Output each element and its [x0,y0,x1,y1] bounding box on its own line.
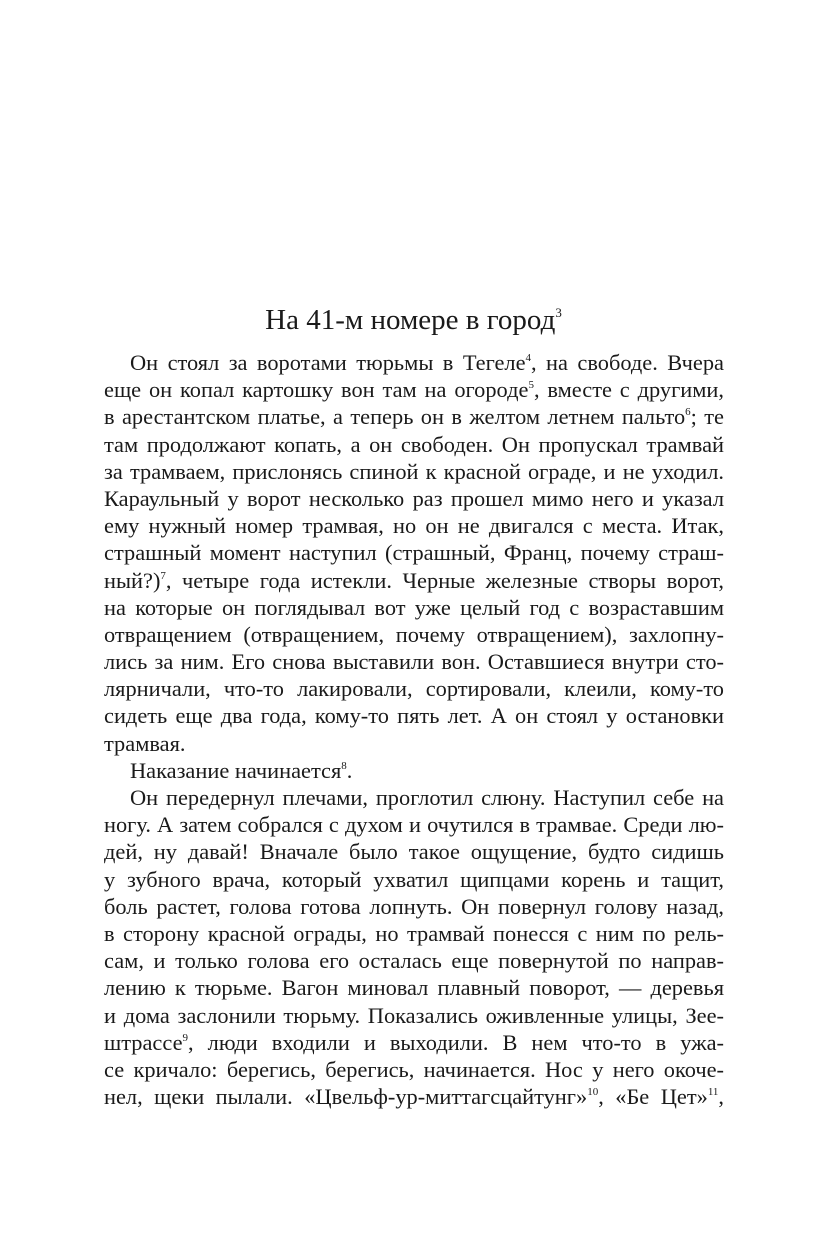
text-line [104,512,724,539]
footnote-ref: 5 [528,379,534,392]
text-segment: ногу. А затем собрался с духом и очутился в трамвае. Среди лю- [104,812,724,838]
chapter-title-text: На 41-м номере в город [265,304,556,336]
chapter-title [100,296,727,344]
text-segment: нел, щеки пылали. «Цвельф-ур-миттагсцайтунг» [104,1084,588,1110]
text-segment: лярничали, что-то лакировали, сортировали, клеили, кому-то [104,676,724,702]
text-segment: , люди входили и выходили. В нем что-то в ужа- [188,1029,724,1055]
text-segment: , [718,1084,725,1110]
footnote-ref: 4 [525,352,532,364]
text-segment: трамвая. [104,730,186,756]
text-line [104,1002,724,1029]
text-line [104,621,724,648]
text-line [104,594,724,621]
text-segment: , вместе с другими, [533,377,724,403]
footnote-ref: 6 [685,406,691,419]
text-line [104,947,724,974]
text-segment: дей, ну давай! Вначале было такое ощущение, будто сидишь [104,839,724,865]
footnote-ref: 7 [160,569,166,582]
text-line [104,539,724,566]
text-segment: , на свободе. Вчера [531,350,724,375]
text-line [104,893,724,920]
text-line [104,730,724,757]
text-line [104,458,724,485]
footnote-ref: 9 [182,1031,189,1044]
text-line [104,702,724,729]
text-line [104,485,724,512]
text-segment: се кричало: берегись, берегись, начинается. Нос у него окоче- [104,1056,724,1082]
text-line [104,431,724,458]
text-line [104,376,724,403]
text-segment: Он стоял за воротами тюрьмы в Тегеле [130,350,526,375]
text-line [104,349,724,376]
text-segment: Караульный у ворот несколько раз прошел мимо него и указал [104,485,724,511]
text-line [104,1056,724,1083]
body-text [104,349,724,1110]
text-line [104,757,724,784]
text-segment: ный?) [104,567,161,593]
text-segment: за трамваем, прислонясь спиной к красной ограде, и не уходил. [104,458,724,484]
text-line [104,1029,724,1056]
text-line [104,648,724,675]
text-segment: . [346,757,353,783]
text-segment: , четыре года истекли. Черные железные створы ворот, [165,567,724,593]
text-line [104,811,724,838]
footnote-ref: 3 [555,305,562,320]
text-line [104,1083,724,1110]
text-segment: и дома заслонили тюрьму. Показались оживленные улицы, Зее- [104,1002,724,1028]
text-segment: лись за ним. Его снова выставили вон. Оставшиеся внутри сто- [104,649,724,675]
text-segment: сам, и только голова его осталась еще повернутой по направ- [104,948,724,974]
text-segment: штрассе [104,1029,183,1055]
text-segment: у зубного врача, который ухватил щипцами корень и тащит, [104,866,724,892]
text-segment: страшный момент наступил (страшный, Франц, почему страш- [104,540,724,566]
text-line [104,403,724,430]
text-segment: Наказание начинается [130,757,342,783]
text-segment: ему нужный номер трамвая, но он не двигался с места. Итак, [104,513,724,539]
text-segment: Он передернул плечами, проглотил слюну. Наступил себе на [130,785,724,810]
text-segment: там продолжают копать, а он свободен. Он пропускал трамвай [104,431,724,457]
text-segment: ; те [690,404,724,430]
text-segment: боль растет, голова готова лопнуть. Он повернул голову назад, [104,893,724,919]
text-line [104,838,724,865]
text-line [104,567,724,594]
text-line [104,866,724,893]
footnote-ref: 11 [707,1086,719,1099]
text-line [104,784,724,811]
text-segment: в арестантском платье, а теперь он в желтом летнем пальто [104,404,686,430]
text-segment: отвращением (отвращением, почему отвращением), захлопну- [104,621,724,647]
text-segment: в сторону красной ограды, но трамвай понесся с ним по рель- [104,920,724,946]
footnote-ref: 8 [341,759,347,772]
text-segment: еще он копал картошку вон там на огороде [104,377,529,403]
text-segment: сидеть еще два года, кому-то пять лет. А он стоял у остановки [104,703,724,729]
text-segment: на которые он поглядывал вот уже целый год с возраставшим [104,594,724,620]
text-line [104,974,724,1001]
text-line [104,675,724,702]
text-segment: , «Бе Цет» [598,1084,708,1110]
text-segment: лению к тюрьме. Вагон миновал плавный поворот, — деревья [104,975,724,1001]
text-line [104,920,724,947]
footnote-ref: 10 [587,1086,599,1099]
